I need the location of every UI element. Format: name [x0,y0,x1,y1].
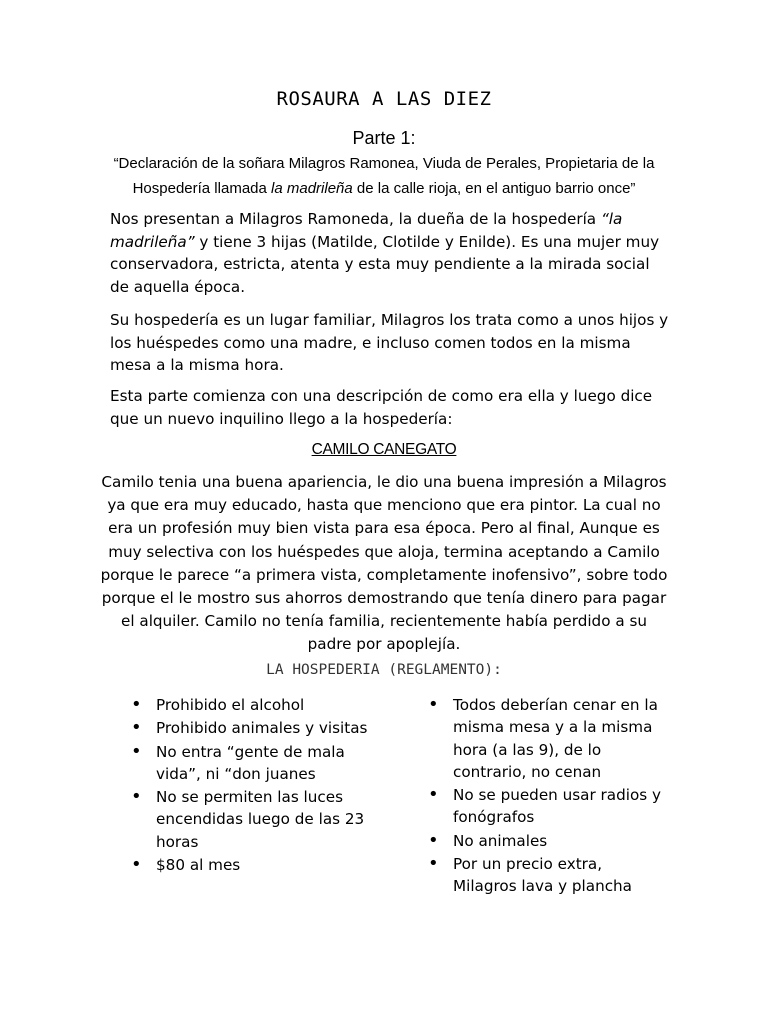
subtitle-italic: la madrileña [271,180,353,197]
list-item: • No se pueden usar radios y fonógrafos [428,784,668,829]
subtitle-text-after: de la calle rioja, en el antiguo barrio once” [352,180,636,197]
paragraph-intro [110,208,670,298]
rules-heading: LA HOSPEDERIA (REGLAMENTO): [266,662,502,678]
rules-list-left [131,694,371,877]
intro-text-before: Nos presentan a Milagros Ramoneda, la dueña de la hospedería [110,210,601,228]
list-item: • Por un precio extra, Milagros lava y plancha [428,853,668,898]
list-item: • $80 al mes [131,854,371,876]
list-item: • Prohibido el alcohol [131,694,371,716]
list-item: • Prohibido animales y visitas [131,717,371,739]
paragraph-hospederia: Su hospedería es un lugar familiar, Milagros los trata como a unos hijos y los huéspedes como una madre, e incluso comen todos en la misma mesa a la misma hora. [110,311,669,374]
list-item: • No animales [428,830,668,852]
part-title: Parte 1: [352,128,416,148]
list-item: • Todos deberían cenar en la misma mesa y a la misma hora (a las 9), de lo contrario, no cenan [428,694,668,783]
list-item: • No se permiten las luces encendidas luego de las 23 horas [131,786,371,853]
document-title: ROSAURA A LAS DIEZ [276,88,492,110]
rules-list-right [428,694,668,899]
list-item: • No entra “gente de mala vida”, ni “don juanes [131,741,371,786]
paragraph-description: Esta parte comienza con una descripción de como era ella y luego dice que un nuevo inquilino llego a la hospedería: [110,387,653,428]
part-subtitle [100,151,668,201]
intro-italic: “la madrileña” [110,210,623,251]
camilo-heading: CAMILO CANEGATO [311,441,457,458]
camilo-paragraph: Camilo tenia una buena apariencia, le dio una buena impresión a Milagros ya que era muy educado, hasta que menciono que era pintor. La cual no era un profesión muy bien vista para esa época. Pero al final, Aunque es muy selectiva con los huéspedes que aloja, termina aceptando a Camilo porque le parece “a primera vista, completamente inofensivo”, sobre todo porque el le mostro sus ahorros demostrando que tenía dinero para pagar el alquiler. Camilo no tenía familia, recientemente había perdido a su padre por apoplejía. [100,473,668,654]
intro-text-after: y tiene 3 hijas (Matilde, Clotilde y Enilde). Es una mujer muy conservadora, estricta, atenta y esta muy pendiente a la mirada social de aquella época. [110,232,660,296]
subtitle-text-before: “Declaración de la soñara Milagros Ramonea, Viuda de Perales, Propietaria de la Hospedería llamada [113,155,655,197]
